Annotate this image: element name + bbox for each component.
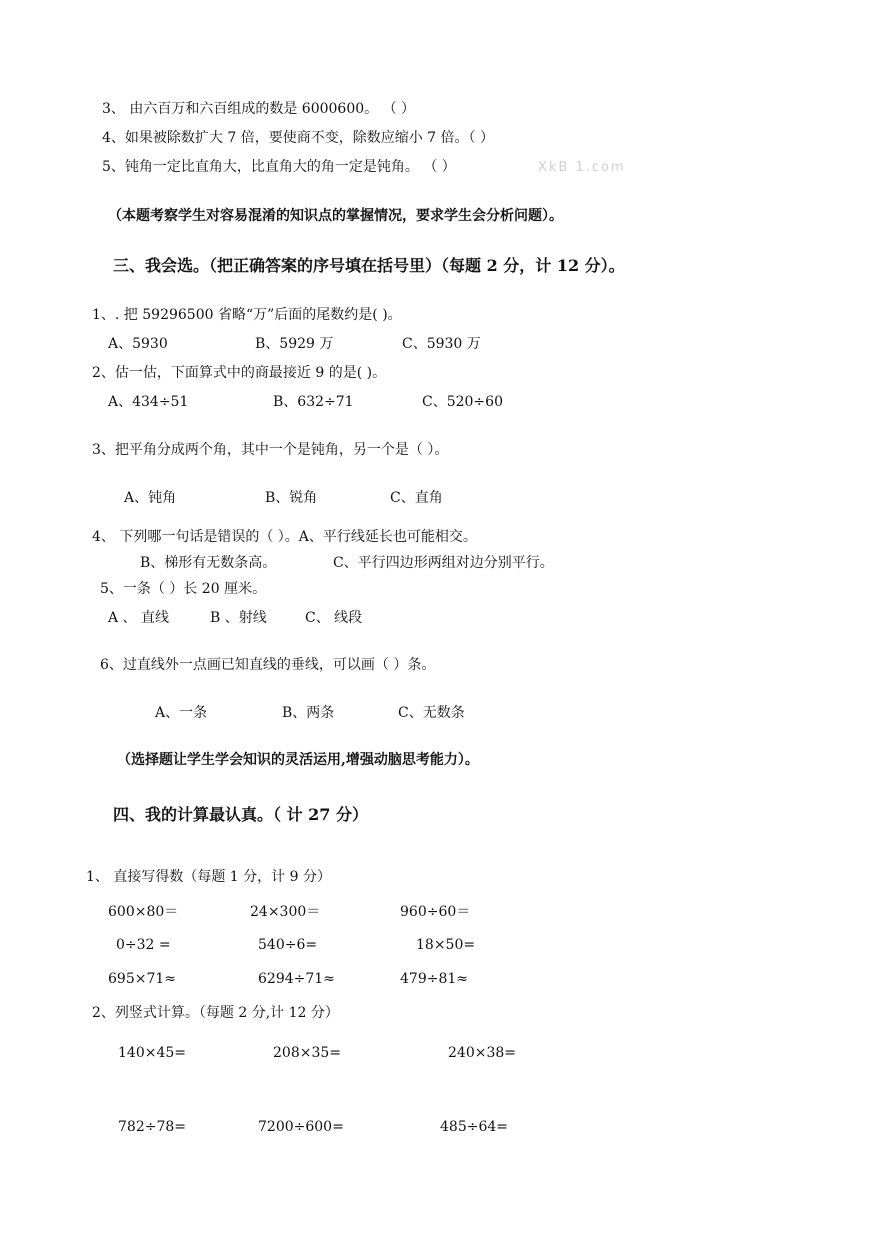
s4-part1-title: 1、 直接写得数（每题 1 分，计 9 分）	[86, 869, 331, 885]
s3-q5-opt-c: C、 线段	[305, 610, 363, 626]
calc-item: 0÷32 =	[116, 937, 171, 953]
s3-q5: 5、一条（ ）长 20 厘米。	[100, 581, 267, 597]
s3-q6-opt-b: B、两条	[282, 705, 335, 721]
calc-item: 695×71≈	[108, 971, 176, 987]
s3-q3: 3、把平角分成两个角，其中一个是钝角，另一个是（ ）。	[92, 442, 449, 458]
s3-q4-opt-c: C、平行四边形两组对边分别平行。	[333, 555, 554, 571]
judge-q5: 5、钝角一定比直角大，比直角大的角一定是钝角。 （ ）	[102, 159, 456, 175]
judge-q4: 4、如果被除数扩大 7 倍，要使商不变，除数应缩小 7 倍。（ ）	[102, 130, 494, 146]
s4-part2-title: 2、列竖式计算。（每题 2 分,计 12 分）	[92, 1005, 339, 1021]
s3-q1-opt-b: B、5929 万	[255, 336, 334, 352]
s3-q2-opt-c: C、520÷60	[422, 394, 503, 410]
s3-q4-opt-b: B、梯形有无数条高。	[140, 555, 277, 571]
calc-item: 600×80＝	[108, 904, 179, 920]
vertical-calc-item: 140×45=	[118, 1045, 186, 1061]
s3-q2-opt-a: A、434÷51	[108, 394, 189, 410]
s3-q3-opt-a: A、钝角	[124, 490, 177, 506]
judge-note: （本题考察学生对容易混淆的知识点的掌握情况，要求学生会分析问题）。	[108, 208, 563, 224]
s3-q5-opt-a: A 、 直线	[108, 610, 170, 626]
s3-q5-opt-b: B 、射线	[210, 610, 267, 626]
calc-item: 18×50=	[416, 937, 476, 953]
section4-title: 四、我的计算最认真。（ 计 27 分）	[113, 805, 368, 824]
section3-title: 三、我会选。（把正确答案的序号填在括号里）（每题 2 分，计 12 分）。	[113, 256, 625, 275]
s3-q6-opt-a: A、一条	[155, 705, 208, 721]
s3-q3-opt-b: B、锐角	[265, 490, 318, 506]
calc-item: 6294÷71≈	[258, 971, 335, 987]
s3-q1-opt-a: A、5930	[108, 336, 168, 352]
vertical-calc-item: 208×35=	[273, 1045, 341, 1061]
s3-q6: 6、过直线外一点画已知直线的垂线，可以画（ ）条。	[100, 657, 436, 673]
calc-item: 960÷60＝	[400, 904, 471, 920]
watermark: XkB 1.com	[538, 160, 626, 175]
vertical-calc-item: 782÷78=	[118, 1119, 186, 1135]
s3-q1-opt-c: C、5930 万	[402, 336, 481, 352]
s3-q2: 2、估一估，下面算式中的商最接近 9 的是( )。	[92, 365, 387, 381]
calc-item: 540÷6=	[258, 937, 318, 953]
section3-note: （选择题让学生学会知识的灵活运用,增强动脑思考能力）。	[117, 752, 479, 768]
calc-item: 24×300＝	[250, 904, 321, 920]
calc-item: 479÷81≈	[400, 971, 468, 987]
vertical-calc-item: 7200÷600=	[258, 1119, 344, 1135]
vertical-calc-item: 240×38=	[448, 1045, 516, 1061]
s3-q3-opt-c: C、直角	[390, 490, 443, 506]
s3-q2-opt-b: B、632÷71	[273, 394, 354, 410]
judge-q3: 3、 由六百万和六百组成的数是 6000600。 （ ）	[102, 101, 416, 117]
vertical-calc-item: 485÷64=	[440, 1119, 508, 1135]
s3-q6-opt-c: C、无数条	[398, 705, 465, 721]
s3-q4: 4、 下列哪一句话是错误的（ ）。A、平行线延长也可能相交。	[92, 529, 477, 545]
s3-q1: 1、. 把 59296500 省略“万”后面的尾数约是( )。	[92, 307, 402, 323]
